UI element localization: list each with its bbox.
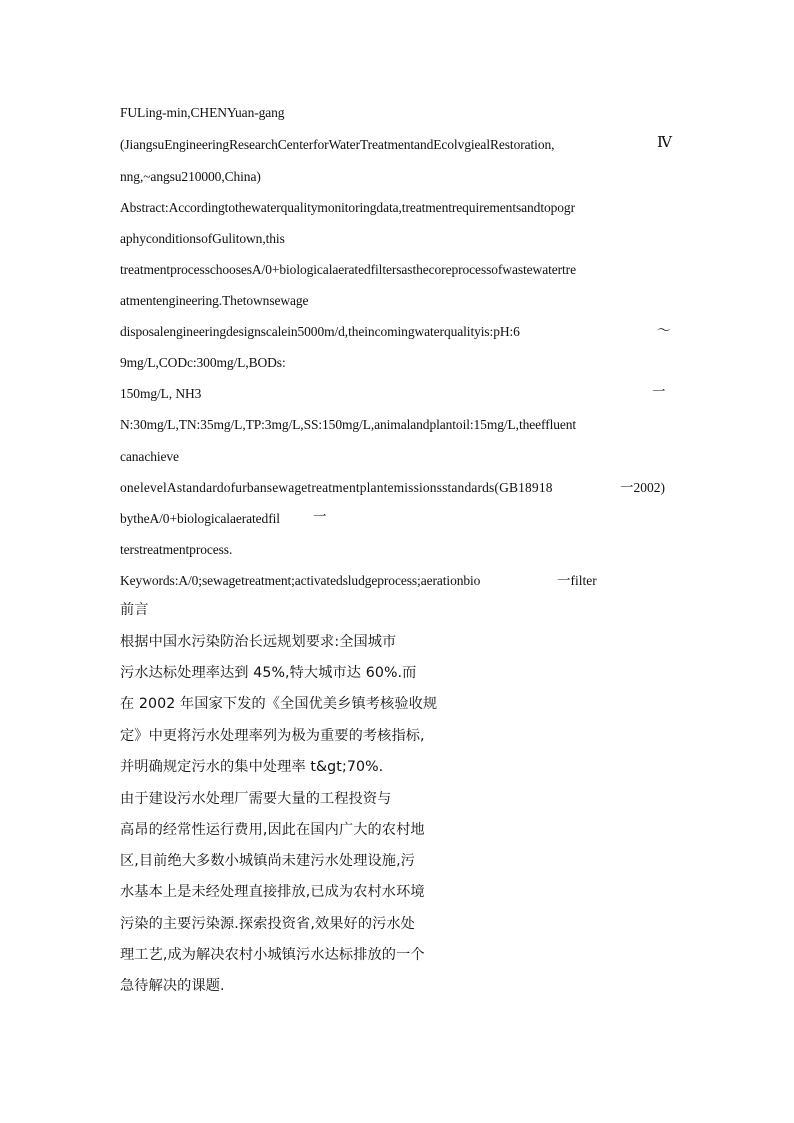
abstract-line-11-tail: 一 bbox=[313, 509, 327, 524]
abstract-line-11: bytheA/0+biologicalaeratedfil bbox=[120, 511, 280, 526]
abstract-line-3: treatmentprocesschoosesA/0+biologicalaeratedfiltersasthecoreprocessofwastewatertre bbox=[120, 262, 576, 277]
body-line-4: 定》中更将污水处理率列为极为重要的考核指标, bbox=[120, 728, 425, 744]
abstract-line-12: terstreatmentprocess. bbox=[120, 542, 233, 557]
affiliation-line-1: (JiangsuEngineeringResearchCenterforWaterTreatmentandEcolvgiealRestoration, bbox=[120, 137, 555, 152]
abstract-line-4: atmentengineering.Thetownsewage bbox=[120, 293, 309, 308]
abstract-line-6: 9mg/L,CODc:300mg/L,BODs: bbox=[120, 355, 286, 370]
keywords-line-tail: 一filter bbox=[557, 573, 597, 588]
affiliation-line-1-tail: Ⅳ bbox=[657, 135, 672, 151]
body-line-9: 水基本上是未经处理直接排放,已成为农村水环境 bbox=[120, 884, 425, 900]
body-line-2: 污水达标处理率达到 45%,特大城市达 60%.而 bbox=[120, 665, 417, 681]
abstract-line-7: 150mg/L, NH3 bbox=[120, 386, 202, 401]
abstract-line-8: N:30mg/L,TN:35mg/L,TP:3mg/L,SS:150mg/L,animalandplantoil:15mg/L,theeffluent bbox=[120, 417, 577, 432]
affiliation-line-2: nng,~angsu210000,China) bbox=[120, 169, 261, 184]
abstract-line-9: canachieve bbox=[120, 449, 179, 464]
author-line: FULing-min,CHENYuan-gang bbox=[120, 105, 285, 120]
abstract-line-5-tail: ～ bbox=[657, 323, 671, 338]
body-line-5: 并明确规定污水的集中处理率 t&gt;70%. bbox=[120, 759, 384, 775]
body-line-8: 区,目前绝大多数小城镇尚未建污水处理设施,污 bbox=[120, 853, 415, 869]
abstract-line-10-tail: 一2002) bbox=[620, 480, 665, 495]
body-line-10: 污染的主要污染源.探索投资省,效果好的污水处 bbox=[120, 916, 415, 932]
keywords-line: Keywords:A/0;sewagetreatment;activatedsludgeprocess;aerationbio bbox=[120, 573, 481, 588]
abstract-line-1: Abstract:Accordingtothewaterqualitymonitoringdata,treatmentrequirementsandtopogr bbox=[120, 200, 575, 215]
body-line-3: 在 2002 年国家下发的《全国优美乡镇考核验收规 bbox=[120, 696, 438, 712]
body-line-1: 根据中国水污染防治长远规划要求:全国城市 bbox=[120, 634, 397, 650]
body-line-12: 急待解决的课题. bbox=[120, 978, 225, 994]
section-heading: 前言 bbox=[120, 602, 149, 618]
body-line-11: 理工艺,成为解决农村小城镇污水达标排放的一个 bbox=[120, 947, 425, 963]
abstract-line-7-tail: 一 bbox=[652, 384, 666, 399]
abstract-line-5: disposalengineeringdesignscalein5000m/d,theincomingwaterqualityis:pH:6 bbox=[120, 324, 520, 339]
body-line-6: 由于建设污水处理厂需要大量的工程投资与 bbox=[120, 791, 392, 807]
abstract-line-2: aphyconditionsofGulitown,this bbox=[120, 231, 285, 246]
abstract-line-10: onelevelAstandardofurbansewagetreatmentplantemissionsstandards(GB18918 bbox=[120, 480, 553, 495]
body-line-7: 高昂的经常性运行费用,因此在国内广大的农村地 bbox=[120, 822, 425, 838]
